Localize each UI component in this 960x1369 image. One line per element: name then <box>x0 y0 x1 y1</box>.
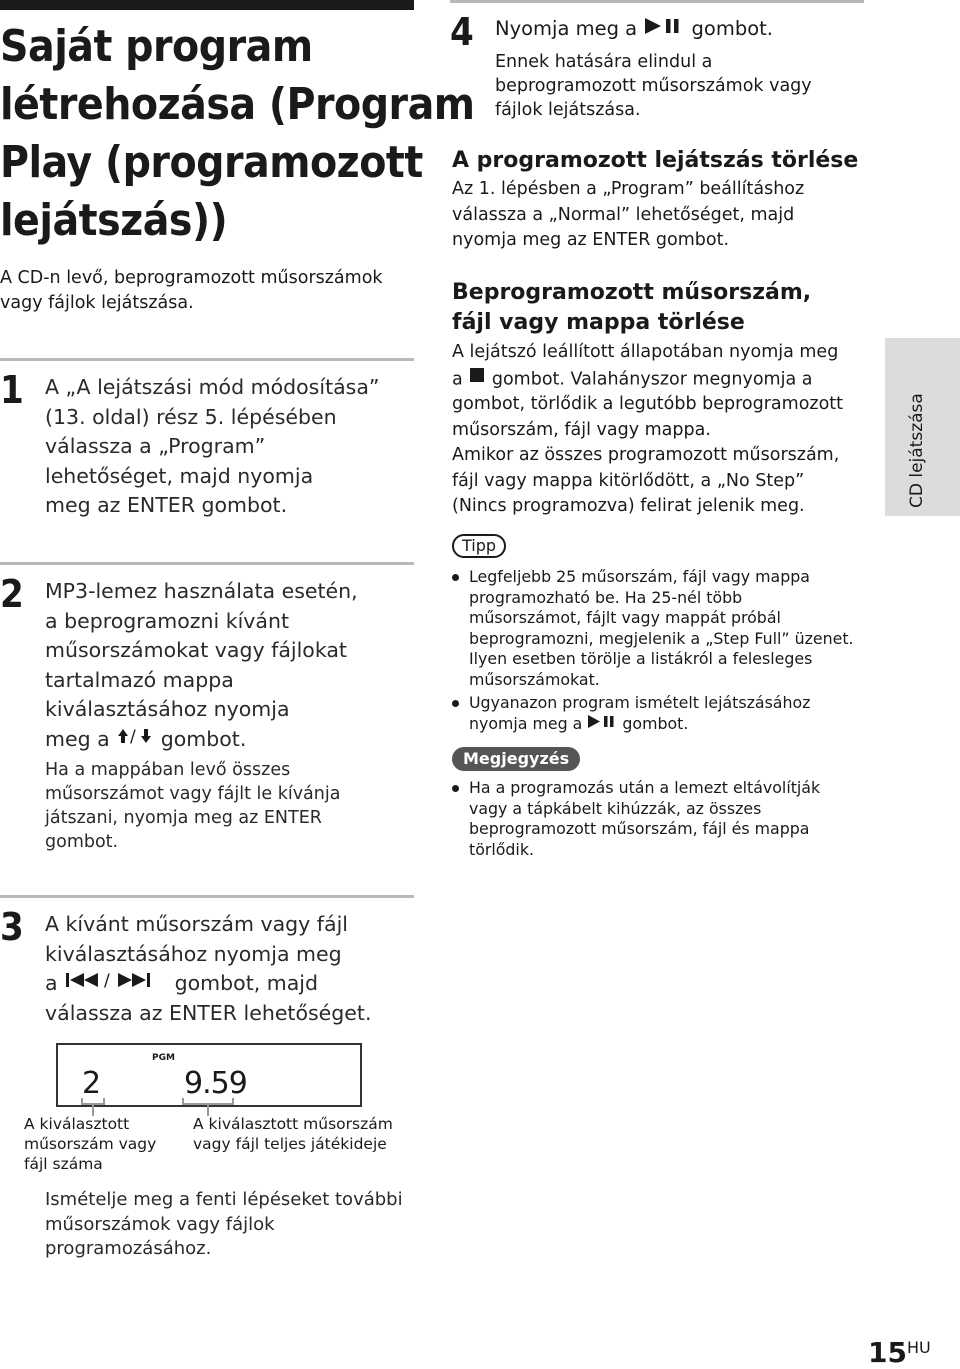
intro-text <box>0 266 420 316</box>
repeat-line: programozásához. <box>45 1238 212 1259</box>
play-pause-icon <box>643 16 685 43</box>
step2-sub-line: gombot. <box>45 832 119 852</box>
note-line: vagy a tápkábelt kihúzzák, az összes <box>469 798 762 818</box>
step4-sub-line: Ennek hatására elindul a <box>495 52 713 72</box>
side-tab-label: CD lejátszása <box>907 393 927 508</box>
note-bullet-text <box>469 778 820 860</box>
step3-line: kiválasztásához nyomja meg <box>45 941 342 966</box>
caption-line: A kiválasztott <box>24 1115 130 1133</box>
delete-line: Amikor az összes programozott műsorszám, <box>452 445 840 466</box>
title-line: létrehozása (Program <box>0 79 475 130</box>
step2-line: a beprogramozni kívánt <box>45 608 290 633</box>
title-top-rule <box>0 0 414 10</box>
intro-line: vagy fájlok lejátszása. <box>0 293 194 313</box>
total-time-readout: 9.59 <box>184 1066 247 1101</box>
page-number <box>868 1338 931 1368</box>
tip-line: Legfeljebb 25 műsorszám, fájl vagy mappa <box>469 567 810 586</box>
tip-line: beprogramozni, megjelenik a „Step Full” üzenet. <box>469 628 854 648</box>
cancel-heading: A programozott lejátszás törlése <box>452 148 859 173</box>
cancel-line: nyomja meg az ENTER gombot. <box>452 230 730 250</box>
step2-number: 2 <box>0 572 24 616</box>
repeat-line: műsorszámok vagy fájlok <box>45 1213 275 1235</box>
bullet-dot <box>452 574 459 581</box>
repeat-line: Ismételje meg a fenti lépéseket további <box>45 1189 403 1210</box>
delete-line-post: gombot. Valahányszor megnyomja a <box>486 368 813 389</box>
step4-sub-line: fájlok lejátszása. <box>495 100 641 120</box>
track-number-caption <box>24 1114 156 1174</box>
step2-line: műsorszámokat vagy fájlokat <box>45 638 347 662</box>
page-title <box>0 18 475 250</box>
step2-sub-line: Ha a mappában levő összes <box>45 760 291 780</box>
delete-line: fájl vagy mappa kitörlődött, a „No Step” <box>452 470 805 491</box>
caption-line: vagy fájl teljes játékideje <box>193 1135 387 1153</box>
intro-line: A CD-n levő, beprogramozott műsorszámok <box>0 268 383 288</box>
page-language: HU <box>906 1338 931 1357</box>
caption-line: A kiválasztott műsorszám <box>193 1115 393 1133</box>
cancel-line: válassza a „Normal” lehetőséget, majd <box>452 204 795 225</box>
delete-line: (Nincs programozva) felirat jelenik meg. <box>452 496 805 517</box>
step1-line: (13. oldal) rész 5. lépésében <box>45 404 337 429</box>
pgm-indicator: PGM <box>152 1053 175 1063</box>
delete-line: műsorszám, fájl vagy mappa. <box>452 419 711 440</box>
step1-rule <box>0 358 414 361</box>
step2-rule <box>0 562 414 565</box>
tip-bullet-text <box>469 693 810 734</box>
note-line: törlődik. <box>469 839 534 859</box>
bullet-dot <box>452 785 459 792</box>
step1-line: válassza a „Program” <box>45 434 266 458</box>
tip-line: Ilyen esetben törölje a listákról a felesleges <box>469 649 813 668</box>
step2-subtext <box>45 758 340 854</box>
tip-line-pre: nyomja meg a <box>469 713 588 733</box>
step3-text <box>45 910 371 1028</box>
bullet-dot <box>452 700 459 707</box>
step4-line-post: gombot. <box>685 17 773 40</box>
caption-line: fájl száma <box>24 1155 103 1173</box>
step2-text <box>45 577 358 754</box>
cancel-body <box>452 177 804 254</box>
svg-text:/: / <box>104 971 110 991</box>
tip-line: programozható be. Ha 25-nél több <box>469 587 743 607</box>
step2-line: kiválasztásához nyomja <box>45 697 290 721</box>
tip-line: Ugyanazon program ismételt lejátszásához <box>469 693 811 712</box>
step2-line-pre: meg a <box>45 726 117 751</box>
step1-number: 1 <box>0 368 24 412</box>
step3-line: válassza az ENTER lehetőséget. <box>45 1000 372 1025</box>
stop-icon <box>468 366 486 393</box>
step3-line: A kívánt műsorszám vagy fájl <box>45 912 348 936</box>
title-line: Saját program <box>0 21 313 72</box>
delete-heading <box>452 278 811 338</box>
step2-line: MP3-lemez használata esetén, <box>45 579 358 603</box>
step2-line-post: gombot. <box>154 726 247 751</box>
step1-line: A „A lejátszási mód módosítása” <box>45 375 380 399</box>
delete-line <box>452 366 843 393</box>
tip-line: műsorszámot, fájlt vagy mappát próbál <box>469 608 781 627</box>
cancel-line: Az 1. lépésben a „Program” beállításhoz <box>452 179 805 199</box>
tip-badge: Tipp <box>452 534 506 558</box>
step3-line-pre: a <box>45 971 65 995</box>
step2-sub-line: játszani, nyomja meg az ENTER <box>45 808 322 828</box>
delete-heading-line: Beprogramozott műsorszám, <box>452 280 812 305</box>
step2-line: tartalmazó mappa <box>45 667 234 692</box>
step3-line-post: gombot, majd <box>168 971 318 995</box>
note-badge: Megjegyzés <box>452 747 580 771</box>
delete-line: A lejátszó leállított állapotában nyomja meg <box>452 342 839 362</box>
tip-bullet-text <box>469 567 854 690</box>
step3-rule <box>0 895 414 898</box>
step4-line-pre: Nyomja meg a <box>495 17 644 40</box>
step2-line <box>45 725 358 755</box>
delete-body <box>452 340 843 520</box>
title-line: lejátszás)) <box>0 195 228 246</box>
note-line: Ha a programozás után a lemezt eltávolítják <box>469 778 821 797</box>
chapter-side-tab <box>885 338 960 516</box>
total-time-caption <box>193 1114 393 1154</box>
step4-subtext <box>495 50 812 122</box>
step1-line: meg az ENTER gombot. <box>45 493 288 517</box>
caption-line: műsorszám vagy <box>24 1135 157 1153</box>
step4-sub-line: beprogramozott műsorszámok vagy <box>495 76 812 96</box>
tip-line <box>469 714 810 735</box>
note-line: beprogramozott műsorszám, fájl és mappa <box>469 819 810 838</box>
delete-line-pre: a <box>452 368 469 389</box>
step3-line <box>45 969 371 999</box>
prev-next-icon <box>64 969 168 999</box>
title-line: Play (programozott <box>0 137 423 188</box>
tip-line-post: gombot. <box>617 713 689 733</box>
play-pause-icon <box>587 714 617 735</box>
track-number-readout: 2 <box>82 1066 101 1101</box>
step4-top-rule <box>450 0 864 3</box>
repeat-note <box>45 1188 403 1262</box>
step2-sub-line: műsorszámot vagy fájlt le kívánja <box>45 784 341 804</box>
tip-line: műsorszámokat. <box>469 669 600 689</box>
step1-text <box>45 373 380 521</box>
step4-number: 4 <box>450 10 474 54</box>
svg-text:/: / <box>130 726 136 746</box>
page-number-value: 15 <box>868 1336 907 1369</box>
step4-text <box>495 16 773 43</box>
up-down-arrow-icon <box>116 725 154 755</box>
step3-number: 3 <box>0 905 24 949</box>
delete-heading-line: fájl vagy mappa törlése <box>452 310 745 335</box>
delete-line: gombot, törlődik a legutóbb beprogramozott <box>452 394 844 415</box>
step1-line: lehetőséget, majd nyomja <box>45 463 314 488</box>
